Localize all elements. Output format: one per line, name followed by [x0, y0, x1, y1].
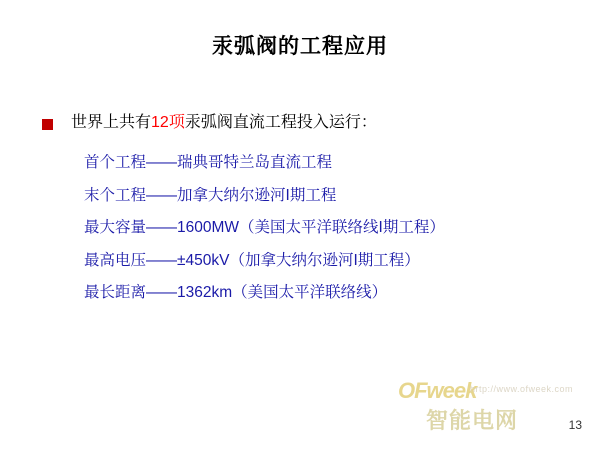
bullet-tail-text: 汞弧阀直流工程投入运行： — [184, 114, 377, 131]
list-item-label: 末个工程 — [84, 186, 147, 204]
list-item — [84, 285, 584, 301]
list-item — [84, 155, 584, 171]
square-bullet-icon — [42, 119, 53, 130]
detail-list — [84, 155, 584, 318]
page-title: 汞弧阀的工程应用 — [212, 35, 388, 58]
list-item-label: 最高电压 — [84, 251, 147, 269]
watermark — [398, 378, 588, 433]
watermark-domain: hrtp://www.ofweek.com — [470, 384, 574, 394]
list-item — [84, 188, 584, 204]
list-item — [84, 253, 584, 269]
list-item — [84, 220, 584, 236]
list-item-label: 首个工程 — [84, 154, 147, 171]
list-item-body: ——±450kV（加拿大纳尔逊河I期工程） — [146, 251, 420, 269]
list-item-label: 最长距离 — [84, 284, 147, 301]
bullet-lead-text: 世界上共有 — [71, 114, 152, 131]
bullet-text — [71, 113, 377, 132]
list-item-body: ——加拿大纳尔逊河I期工程 — [146, 186, 337, 204]
list-item-body: ——瑞典哥特兰岛直流工程 — [146, 154, 333, 171]
bullet-highlight-text: 12项 — [151, 114, 185, 131]
list-item-body: ——1362km（美国太平洋联络线） — [146, 284, 388, 301]
list-item-body: ——1600MW（美国太平洋联络线I期工程） — [146, 219, 445, 236]
watermark-brand: OFweek — [398, 378, 477, 403]
list-item-label: 最大容量 — [84, 219, 147, 236]
bullet-item — [42, 113, 377, 132]
watermark-brand-cn: 智能电网 — [426, 408, 519, 433]
page-number: 13 — [568, 418, 582, 432]
